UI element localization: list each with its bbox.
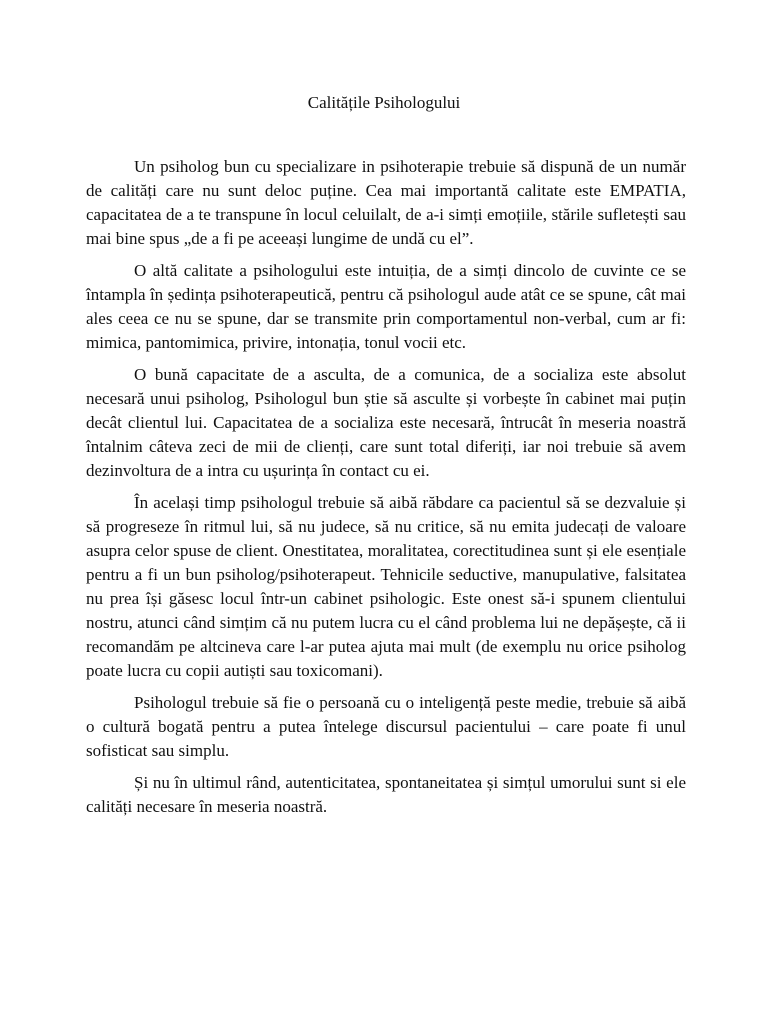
document-body: [86, 155, 686, 827]
paragraph-intuition: O altă calitate a psihologului este intuiția, de a simți dincolo de cuvinte ce se întampla în ședința psihoterapeutică, pentru că psihologul aude atât ce se spune, cât mai ales ceea ce nu se spune, dar se transmite prin comportamentul non-verbal, cum ar fi: mimica, pantomimica, privire, intonația, tonul vocii etc.: [86, 261, 686, 352]
paragraph-authenticity: Și nu în ultimul rând, autenticitatea, spontaneitatea și simțul umorului sunt si ele calități necesare în meseria noastră.: [86, 773, 686, 816]
paragraph-communication: O bună capacitate de a asculta, de a comunica, de a socializa este absolut necesară unui psiholog, Psihologul bun știe să asculte și vorbește în cabinet mai puțin decât clientul lui. Capacitatea de a socializa este necesară, întrucât în meseria noastră întalnim câteva zeci de mii de clienți, care sunt total diferiți, iar noi trebuie să avem dezinvoltura de a intra cu ușurința în contact cu ei.: [86, 365, 686, 480]
paragraph-patience-ethics: În același timp psihologul trebuie să aibă răbdare ca pacientul să se dezvaluie și să progreseze în ritmul lui, să nu judece, să nu critice, să nu emita judecați de valoare asupra celor spuse de client. Onestitatea, moralitatea, corectitudinea sunt și ele esențiale pentru a fi un bun psiholog/psihoterapeut. Tehnicile seductive, manupulative, falsitatea nu prea își găsesc locul într-un cabinet psihologic. Este onest să-i spunem clientului nostru, atunci când simțim că nu putem lucra cu el când problema lui ne depășește, că ii recomandăm pe altcineva care l-ar putea ajuta mai mult (de exemplu nu orice psiholog poate lucra cu copii autiști sau toxicomani).: [86, 493, 686, 680]
paragraph-empathy: Un psiholog bun cu specializare in psihoterapie trebuie să dispună de un număr de calități care nu sunt deloc puține. Cea mai importantă calitate este EMPATIA, capacitatea de a te transpune în locul celuilalt, de a-i simți emoțiile, stările sufletești sau mai bine spus „de a fi pe aceeași lungime de undă cu el”.: [86, 157, 686, 248]
paragraph-intelligence-culture: Psihologul trebuie să fie o persoană cu o inteligență peste medie, trebuie să aibă o cultură bogată pentru a putea întelege discursul pacientului – care poate fi unul sofisticat sau simplu.: [86, 693, 686, 760]
document-title: Calitățile Psihologului: [307, 93, 461, 112]
